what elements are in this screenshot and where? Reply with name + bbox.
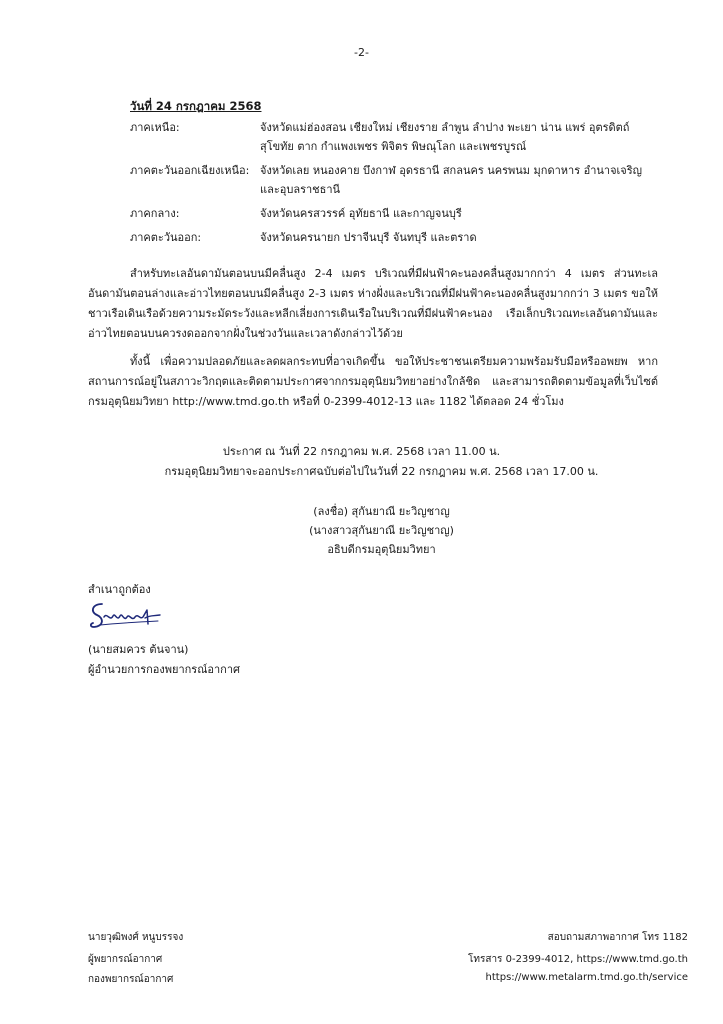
- date-heading: วันที่ 24 กรกฎาคม 2568: [130, 99, 262, 113]
- handwritten-signature: [88, 598, 163, 632]
- sea-warning-paragraph: สำหรับทะเลอันดามันตอนบนมีคลื่นสูง 2-4 เมตร บริเวณที่มีฝนฟ้าคะนองคลื่นสูงมากกว่า 4 เมตร ส่วนทะเลอันดามันตอนล่างและอ่าวไทยตอนบนมีคลื่นสูง 2-3 เมตร ห่างฝั่งและบริเวณที่มีฝนฟ้าคะนองคลื่นสูงมากกว่า 3 เมตร ขอให้ชาวเรือเดินเรือด้วยความระมัดระวังและหลีกเลี่ยงการเดินเรือในบริเวณที่มีฝนฟ้าคะนอง เรือเล็กบริเวณทะเลอันดามันและอ่าวไทยตอนบนควรงดออกจากฝั่งในช่วงวันและเวลาดังกล่าวไว้ด้วย: [88, 267, 658, 340]
- signer-title: อธิบดีกรมอุตุนิยมวิทยา: [327, 543, 436, 556]
- region-label: ภาคกลาง:: [130, 207, 180, 220]
- signer-full-name: (นางสาวสุกันยาณี ยะวิญชาญ): [309, 524, 454, 537]
- footer-division: กองพยากรณ์อากาศ: [88, 974, 174, 985]
- region-label: ภาคเหนือ:: [130, 121, 180, 134]
- region-label: ภาคตะวันออกเฉียงเหนือ:: [130, 164, 250, 177]
- footer-fax-website: โทรสาร 0-2399-4012, https://www.tmd.go.th: [468, 954, 688, 965]
- next-announcement: กรมอุตุนิยมวิทยาจะออกประกาศฉบับต่อไปในวันที่ 22 กรกฎาคม พ.ศ. 2568 เวลา 17.00 น.: [164, 465, 599, 478]
- announcement-date: ประกาศ ณ วันที่ 22 กรกฎาคม พ.ศ. 2568 เวลา 11.00 น.: [222, 445, 501, 458]
- region-provinces: จังหวัดนครสวรรค์ อุทัยธานี และกาญจนบุรี: [260, 207, 462, 220]
- region-northeast: [130, 161, 650, 199]
- footer-phone: สอบถามสภาพอากาศ โทร 1182: [547, 932, 688, 943]
- region-list: [130, 118, 650, 252]
- signer-signed-line: (ลงชื่อ) สุกันยาณี ยะวิญชาญ: [313, 505, 450, 518]
- region-central: [130, 204, 650, 223]
- region-north: [130, 118, 650, 156]
- region-provinces: จังหวัดนครนายก ปราจีนบุรี จันทบุรี และตราด: [260, 231, 477, 244]
- certifier-name: (นายสมควร ต้นจาน): [88, 643, 189, 656]
- region-provinces: จังหวัดแม่ฮ่องสอน เชียงใหม่ เชียงราย ลำพูน ลำปาง พะเยา น่าน แพร่ อุตรดิตถ์ สุโขทัย ตาก กำแพงเพชร พิจิตร พิษณุโลก และเพชรบูรณ์: [260, 121, 630, 153]
- safety-paragraph: ทั้งนี้ เพื่อความปลอดภัยและลดผลกระทบที่อาจเกิดขึ้น ขอให้ประชาชนเตรียมความพร้อมรับมือหรืออพยพ หากสถานการณ์อยู่ในสภาวะวิกฤตและติดตามประกาศจากกรมอุตุนิยมวิทยาอย่างใกล้ชิด และสามารถติดตามข้อมูลที่เว็บไซต์กรมอุตุนิยมวิทยา http://www.tmd.go.th หรือที่ 0-2399-4012-13 และ 1182 ได้ตลอด 24 ชั่วโมง: [88, 355, 658, 408]
- region-provinces: จังหวัดเลย หนองคาย บึงกาฬ อุดรธานี สกลนคร นครพนม มุกดาหาร อำนาจเจริญ และอุบลราชธานี: [260, 164, 643, 196]
- footer-service-link: https://www.metalarm.tmd.go.th/service: [485, 972, 688, 983]
- certifier-title: ผู้อำนวยการกองพยากรณ์อากาศ: [88, 663, 241, 676]
- footer-forecaster-role: ผู้พยากรณ์อากาศ: [88, 954, 163, 965]
- region-label: ภาคตะวันออก:: [130, 231, 202, 244]
- page-number: -2-: [354, 46, 369, 59]
- certified-copy-label: สำเนาถูกต้อง: [88, 583, 151, 596]
- footer-forecaster-name: นายวุฒิพงศ์ หนูบรรจง: [88, 932, 184, 943]
- region-east: [130, 228, 650, 247]
